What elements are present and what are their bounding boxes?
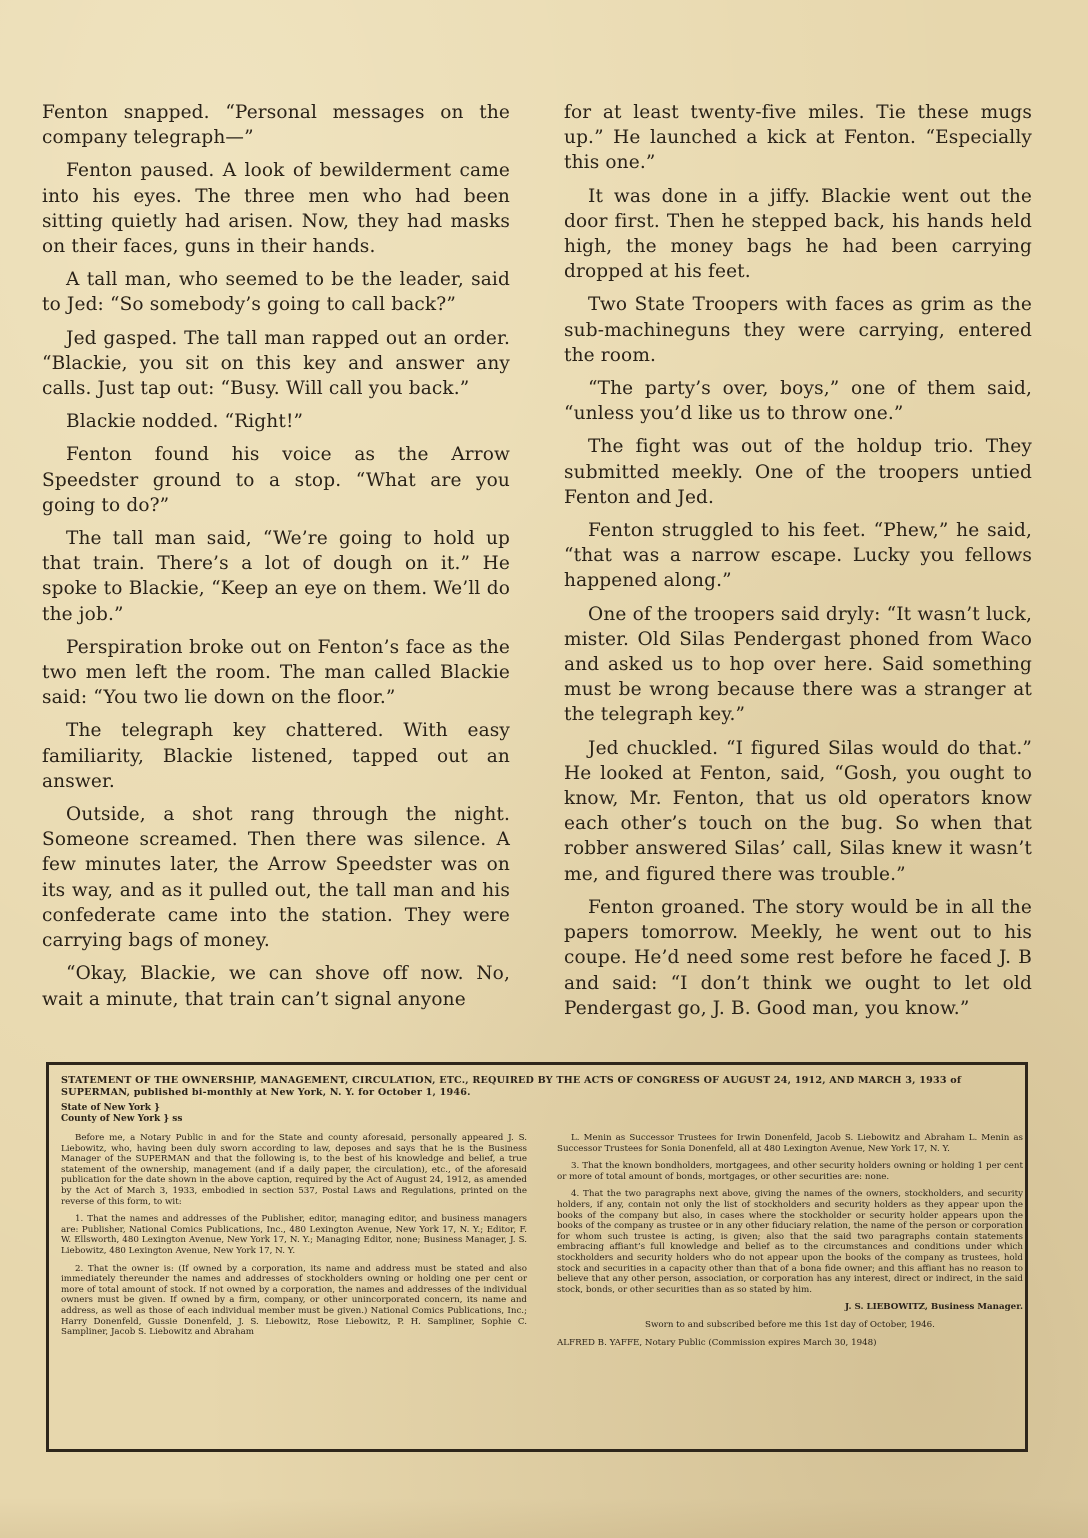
venue-state: State of New York } — [61, 1103, 160, 1113]
story-paragraph: Fenton snapped. “Personal messages on the company telegraph—” — [42, 102, 510, 149]
statement-title: STATEMENT OF THE OWNERSHIP, MANAGEMENT, CIRCULATION, ETC., REQUIRED BY THE ACTS OF CONGRESS OF AUGUST 24, 1912, AND MARCH 3, 1933 of SUPERMAN, published bi-monthly at New York, N. Y. for October 1, 1946. — [61, 1075, 962, 1098]
story-paragraph: Jed chuckled. “I figured Silas would do that.” He looked at Fenton, said, “Gosh, you ought to know, Mr. Fenton, that us old operators know each other’s touch on the bug. So when that robber answered Silas’ call, Silas knew it wasn’t me, and figured there was trouble.” — [564, 737, 1032, 885]
statement-paragraph: 2. That the owner is: (If owned by a corporation, its name and address must be stated and also immediately thereunder the names and addresses of stockholders owning or holding one per cent or more of total amount of stock. If not owned by a corporation, the names and addresses of the individual owners must be given. If owned by a firm, company, or other unincorporated concern, its name and address, as well as those of each individual member must be given.) National Comics Publications, Inc.; Harry Donenfeld, Gussie Donenfeld, J. S. Liebowitz, Rose Liebowitz, P. H. Sampliner, Sophie C. Sampliner, Jacob S. Liebowitz and Abraham — [61, 1263, 527, 1338]
statement-notary: ALFRED B. YAFFE, Notary Public (Commission expires March 30, 1948) — [557, 1337, 877, 1348]
story-paragraph: Outside, a shot rang through the night. Someone screamed. Then there was silence. A few minutes later, the Arrow Speedster was on its way, and as it pulled out, the tall man and his confederate came into the station. They were carrying bags of money. — [42, 804, 510, 952]
story-text — [42, 100, 1042, 1030]
story-paragraph: The fight was out of the holdup trio. They submitted meekly. One of the troopers untied Fenton and Jed. — [564, 436, 1032, 508]
story-paragraph: Fenton found his voice as the Arrow Speedster ground to a stop. “What are you going to do?” — [42, 444, 510, 516]
statement-paragraph: 4. That the two paragraphs next above, giving the names of the owners, stockholders, and security holders, if any, contain not only the list of stockholders and security holders as they appear upon the books of the company but also, in cases where the stockholder or security holder appears upon the books of the company as trustee or in any other fiduciary relation, the name of the person or corporation for whom such trustee is acting, is given; also that the said two paragraphs contain statements embracing affiant’s full knowledge and belief as to the circumstances and conditions under which stockholders and security holders who do not appear upon the books of the company as trustees, hold stock and securities in a capacity other than that of a bona fide owner; and this affiant has no reason to believe that any other person, association, or corporation has any interest, direct or indirect, in the said stock, bonds, or other securities than as so stated by him. — [557, 1189, 1023, 1295]
statement-sworn: Sworn to and subscribed before me this 1st day of October, 1946. — [645, 1319, 935, 1330]
ownership-statement-box — [46, 1062, 1028, 1452]
statement-paragraph: 1. That the names and addresses of the Publisher, editor, managing editor, and business managers are: Publisher, National Comics Publications, Inc., 480 Lexington Avenue, New York 17, N. Y.; Editor, F. W. Ellsworth, 480 Lexington Avenue, New York 17, N. Y.; Managing Editor, none; Business Manager, J. S. Liebowitz, 480 Lexington Avenue, New York 17, N. Y. — [61, 1214, 527, 1256]
statement-signature: J. S. LIEBOWITZ, Business Manager. — [845, 1302, 1023, 1313]
story-paragraph: The tall man said, “We’re going to hold up that train. There’s a lot of dough on it.” He spoke to Blackie, “Keep an eye on them. We’ll do the job.” — [42, 528, 510, 625]
story-paragraph: Fenton struggled to his feet. “Phew,” he said, “that was a narrow escape. Lucky you fellows happened along.” — [564, 520, 1032, 592]
page-edge-smudge — [0, 1498, 1088, 1538]
story-paragraph: Fenton groaned. The story would be in all the papers tomorrow. Meekly, he went out to his coupe. He’d need some rest before he faced J. B and said: “I don’t think we ought to let old Pendergast go, J. B. Good man, you know.” — [564, 896, 1032, 1019]
venue-county: County of New York } ss — [61, 1114, 183, 1124]
story-paragraph: Jed gasped. The tall man rapped out an order. “Blackie, you sit on this key and answer any calls. Just tap out: “Busy. Will call you back.” — [42, 327, 510, 400]
story-paragraph: Perspiration broke out on Fenton’s face as the two men left the room. The man called Blackie said: “You two lie down on the floor.” — [42, 636, 510, 709]
statement-column-right — [557, 1133, 1023, 1355]
story-paragraph: It was done in a jiffy. Blackie went out the door first. Then he stepped back, his hands held high, the money bags he had been carrying dropped at his feet. — [564, 185, 1032, 283]
story-paragraph: Fenton paused. A look of bewilderment came into his eyes. The three men who had been sitting quietly had arisen. Now, they had masks on their faces, guns in their hands. — [42, 160, 510, 258]
statement-paragraph: L. Menin as Successor Trustees for Irwin Donenfeld, Jacob S. Liebowitz and Abraham L. Menin as Successor Trustees for Sonia Donenfeld, all at 480 Lexington Avenue, New York 17, N. Y. — [557, 1133, 1023, 1154]
story-column-right — [564, 100, 1032, 1029]
story-paragraph: for at least twenty-five miles. Tie these mugs up.” He launched a kick at Fenton. “Especially this one.” — [564, 102, 1032, 174]
story-paragraph: One of the troopers said dryly: “It wasn’t luck, mister. Old Silas Pendergast phoned from Waco and asked us to hop over here. Said something must be wrong because there was a stranger at the telegraph key.” — [564, 603, 1032, 726]
story-paragraph: “The party’s over, boys,” one of them said, “unless you’d like us to throw one.” — [564, 378, 1032, 425]
story-paragraph: A tall man, who seemed to be the leader, said to Jed: “So somebody’s going to call back?” — [42, 269, 510, 316]
statement-paragraph: 3. That the known bondholders, mortgagees, and other security holders owning or holding 1 per cent or more of total amount of bonds, mortgages, or other securities are: none. — [557, 1161, 1023, 1182]
story-paragraph: The telegraph key chattered. With easy familiarity, Blackie listened, tapped out an answer. — [42, 720, 510, 792]
story-paragraph: “Okay, Blackie, we can shove off now. No, wait a minute, that train can’t signal anyone — [42, 963, 510, 1010]
statement-column-left — [61, 1133, 527, 1345]
statement-venue — [61, 1103, 1013, 1125]
story-paragraph: Blackie nodded. “Right!” — [66, 411, 304, 433]
story-column-left — [42, 100, 510, 1020]
statement-paragraph: Before me, a Notary Public in and for the State and county aforesaid, personally appeared J. S. Liebowitz, who, having been duly sworn according to law, deposes and says that he is the Business Manager of the SUPERMAN and that the following is, to the best of his knowledge and belief, a true statement of the ownership, management (and if a daily paper, the circulation), etc., of the aforesaid publication for the date shown in the above caption, required by the Act of August 24, 1912, as amended by the Act of March 3, 1933, embodied in section 537, Postal Laws and Regulations, printed on the reverse of this form, to wit: — [61, 1133, 527, 1207]
story-paragraph: Two State Troopers with faces as grim as the sub-machineguns they were carrying, entered the room. — [564, 294, 1032, 366]
